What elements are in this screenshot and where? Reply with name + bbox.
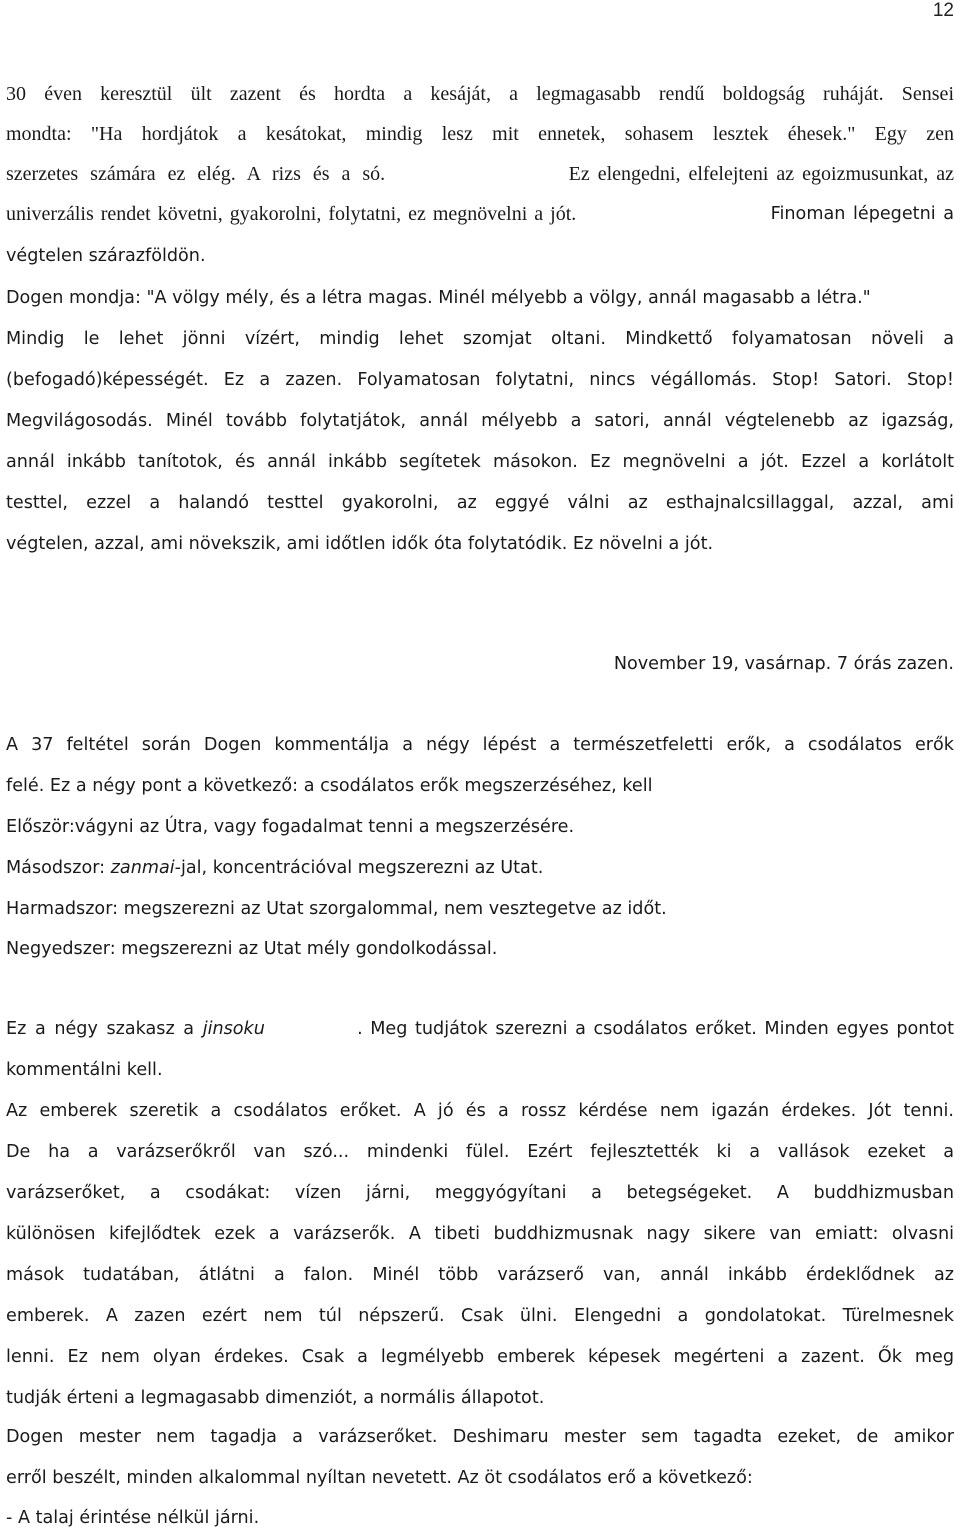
text-span: Ez elengedni, elfelejteni az egoizmusunkat, az: [568, 163, 954, 185]
text-line: Dogen mester nem tagadja a varázserőket. Deshimaru mester sem tagadta ezeket, de amikor: [6, 1427, 954, 1447]
text-line: Negyedszer: megszerezni az Utat mély gondolkodással.: [6, 939, 498, 959]
text-line: mondta: "Ha hordjátok a kesátokat, mindig lesz mit ennetek, sohasem lesztek éhesek." Egy zen: [6, 123, 954, 145]
text-line: emberek. A zazen ezért nem túl népszerű. Csak ülni. Elengedni a gondolatokat. Türelmesnek: [6, 1306, 954, 1326]
text-line: kommentálni kell.: [6, 1060, 163, 1080]
text-line: végtelen, azzal, ami növekszik, ami időtlen idők óta folytatódik. Ez növelni a jót.: [6, 534, 714, 554]
text-span: Finoman lépegetni a: [770, 204, 954, 224]
text-line: De ha a varázserőkről van szó... mindenki fülel. Ezért fejlesztették ki a vallások ezeket a: [6, 1142, 954, 1162]
text-span: [6, 1016, 265, 1042]
text-span: Ez a négy szakasz a: [6, 1019, 203, 1039]
text-span: -jal, koncentrációval megszerezni az Utat.: [174, 858, 544, 878]
date-heading: November 19, vasárnap. 7 órás zazen.: [613, 654, 954, 674]
text-line: Először:vágyni az Útra, vagy fogadalmat tenni a megszerzésére.: [6, 817, 575, 837]
text-line: felé. Ez a négy pont a következő: a csodálatos erők megszerzéséhez, kell: [6, 776, 653, 796]
italic-term: zanmai: [110, 858, 175, 878]
italic-term: jinsoku: [202, 1019, 265, 1039]
text-line: 30 éven keresztül ült zazent és hordta a kesáját, a legmagasabb rendű boldogság ruháját. Sensei: [6, 83, 954, 105]
text-line: testtel, ezzel a halandó testtel gyakorolni, az eggyé válni az esthajnalcsillaggal, azzal, ami: [6, 493, 954, 513]
text-line: Mindig le lehet jönni vízért, mindig lehet szomjat oltani. Mindkettő folyamatosan növeli a: [6, 329, 954, 349]
text-line: - A talaj érintése nélkül járni.: [6, 1508, 260, 1528]
text-line: Megvilágosodás. Minél tovább folytatjátok, annál mélyebb a satori, annál végtelenebb az igazság,: [6, 411, 954, 431]
text-line: Dogen mondja: "A völgy mély, és a létra magas. Minél mélyebb a völgy, annál magasabb a létra.": [6, 288, 871, 308]
text-line: [6, 1016, 954, 1042]
text-line: különösen kifejlődtek ezek a varázserők. A tibeti buddhizmusnak nagy sikere van emiatt: olvasni: [6, 1224, 954, 1244]
text-span: univerzális rendet követni, gyakorolni, folytatni, ez megnövelni a jót.: [6, 203, 577, 225]
text-line: (befogadó)képességét. Ez a zazen. Folyamatosan folytatni, nincs végállomás. Stop! Satori. Stop!: [6, 370, 954, 390]
text-line: [6, 161, 954, 187]
text-span: Másodszor:: [6, 858, 111, 878]
text-line: Harmadszor: megszerezni az Utat szorgalommal, nem vesztegetve az időt.: [6, 899, 667, 919]
text-line: lenni. Ez nem olyan érdekes. Csak a legmélyebb emberek képesek megérteni a zazent. Ők meg: [6, 1347, 954, 1367]
text-line: mások tudatában, átlátni a falon. Minél több varázserő van, annál inkább érdeklődnek az: [6, 1265, 954, 1285]
text-line: annál inkább tanítotok, és annál inkább segítetek másokon. Ez megnövelni a jót. Ezzel a korlátolt: [6, 452, 954, 472]
text-line: varázserőket, a csodákat: vízen járni, meggyógyítani a betegségeket. A buddhizmusban: [6, 1183, 954, 1203]
text-line: végtelen szárazföldön.: [6, 246, 206, 266]
text-line: erről beszélt, minden alkalommal nyíltan nevetett. Az öt csodálatos erő a következő:: [6, 1468, 753, 1488]
text-line: [6, 201, 954, 227]
text-line: [6, 855, 954, 881]
text-line: tudják érteni a legmagasabb dimenziót, a normális állapotot.: [6, 1388, 545, 1408]
text-line: Az emberek szeretik a csodálatos erőket. A jó és a rossz kérdése nem igazán érdekes. Jót tenni.: [6, 1101, 954, 1121]
page-number: 12: [932, 0, 954, 21]
text-span: . Meg tudjátok szerezni a csodálatos erőket. Minden egyes pontot: [357, 1019, 954, 1039]
text-line: A 37 feltétel során Dogen kommentálja a négy lépést a természetfeletti erők, a csodálatos erők: [6, 735, 954, 755]
text-span: szerzetes számára ez elég. A rizs és a só.: [6, 163, 386, 185]
